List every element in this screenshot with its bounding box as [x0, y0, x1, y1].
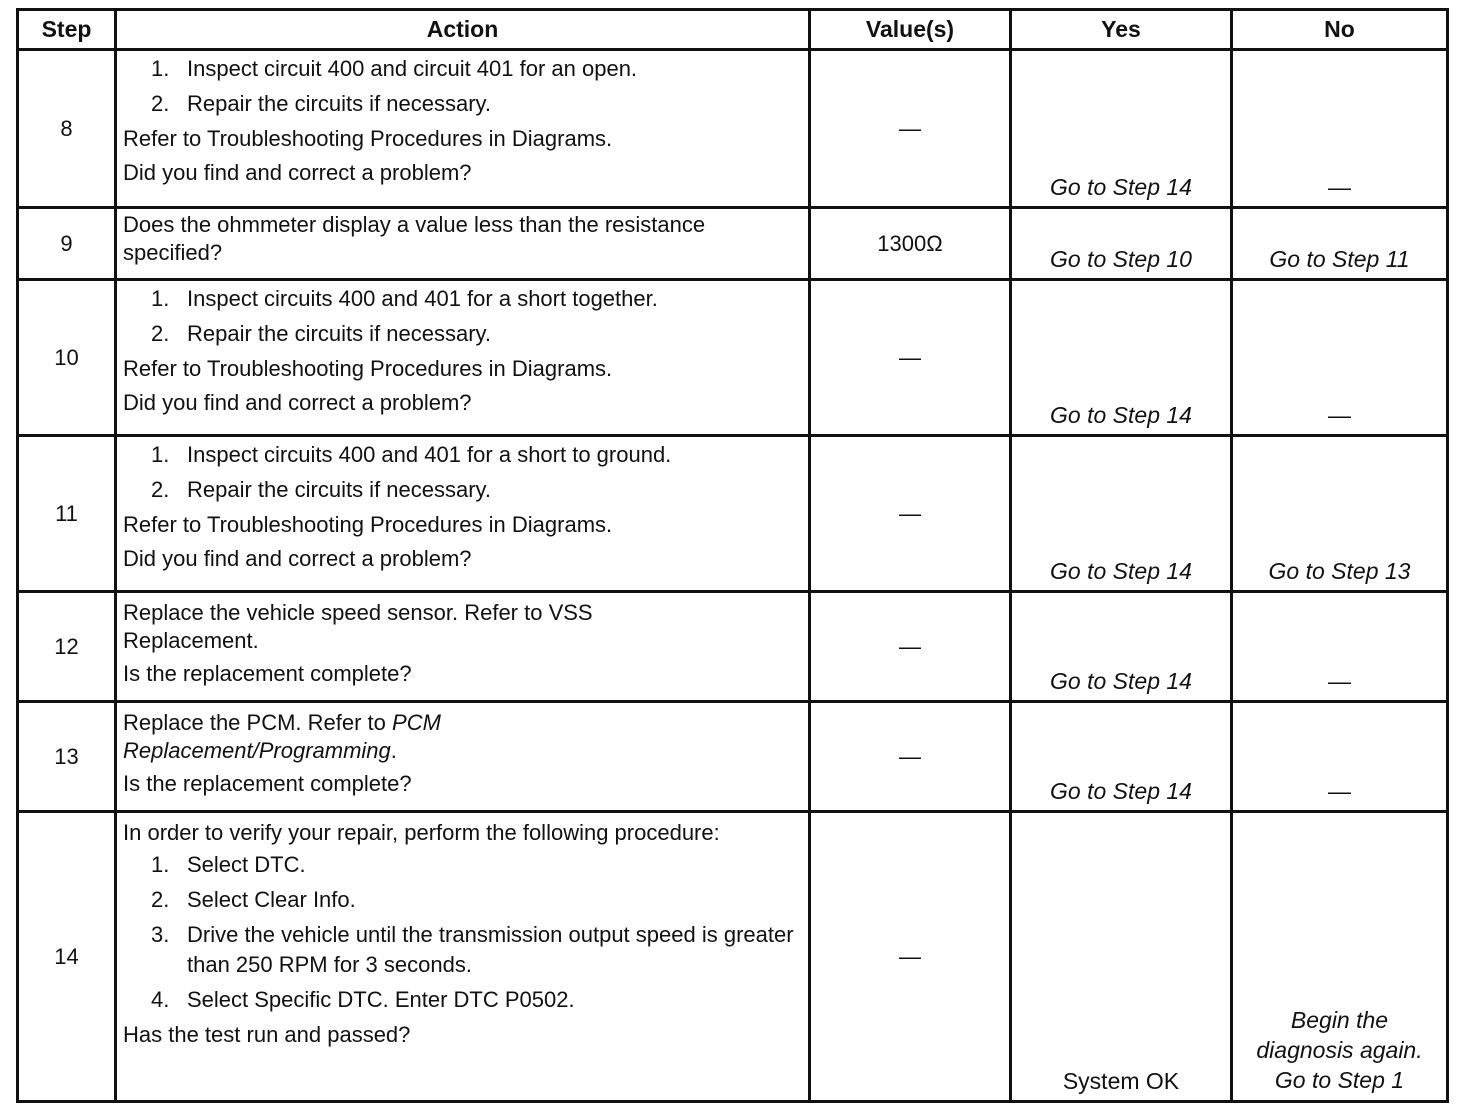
value-cell: —: [810, 812, 1011, 1102]
step-number: 10: [18, 280, 116, 436]
yes-cell: Go to Step 14: [1011, 702, 1232, 812]
value-cell: —: [810, 436, 1011, 592]
action-question: Is the replacement complete?: [123, 661, 412, 686]
action-text-line: Refer to Troubleshooting Procedures in Diagrams.: [123, 356, 613, 381]
table-row-step-10: [18, 280, 1448, 436]
action-question: Has the test run and passed?: [123, 1022, 411, 1047]
yes-cell: Go to Step 14: [1011, 280, 1232, 436]
no-cell: Begin the diagnosis again. Go to Step 1: [1232, 812, 1448, 1102]
step-number: 13: [18, 702, 116, 812]
yes-cell: Go to Step 14: [1011, 50, 1232, 208]
action-numbered-line: 2. Select Clear Info.: [151, 887, 356, 912]
header-yes: Yes: [1011, 10, 1232, 50]
no-cell: —: [1232, 280, 1448, 436]
value-cell: 1300Ω: [810, 208, 1011, 280]
action-numbered-line: 1. Inspect circuit 400 and circuit 401 for an open.: [151, 56, 638, 81]
value-cell: —: [810, 50, 1011, 208]
yes-cell: Go to Step 10: [1011, 208, 1232, 280]
pcm-reference-link: PCM Replacement/Programming: [123, 710, 441, 763]
action-question: Does the ohmmeter display a value less than the resistance specified?: [123, 212, 706, 265]
value-cell: —: [810, 702, 1011, 812]
no-cell: Go to Step 11: [1232, 208, 1448, 280]
action-text-line: Replace the vehicle speed sensor. Refer to VSS Replacement.: [123, 600, 593, 653]
table-row-step-13: [18, 702, 1448, 812]
action-numbered-line: 2. Repair the circuits if necessary.: [151, 91, 492, 116]
no-cell: Go to Step 13: [1232, 436, 1448, 592]
action-text-line: Refer to Troubleshooting Procedures in Diagrams.: [123, 126, 613, 151]
action-numbered-line: 1. Select DTC.: [151, 852, 306, 877]
table-row-step-11: [18, 436, 1448, 592]
yes-cell: System OK: [1011, 812, 1232, 1102]
value-cell: —: [810, 592, 1011, 702]
action-numbered-line: 2. Repair the circuits if necessary.: [151, 477, 492, 502]
action-cell: [116, 592, 810, 702]
no-cell: —: [1232, 702, 1448, 812]
action-numbered-line: 2. Repair the circuits if necessary.: [151, 321, 492, 346]
header-values: Value(s): [810, 10, 1011, 50]
step-number: 8: [18, 50, 116, 208]
yes-cell: Go to Step 14: [1011, 436, 1232, 592]
action-cell: [116, 702, 810, 812]
step-number: 14: [18, 812, 116, 1102]
action-numbered-line: 1. Inspect circuits 400 and 401 for a short together.: [151, 286, 658, 311]
action-cell: [116, 436, 810, 592]
no-cell: —: [1232, 50, 1448, 208]
action-cell: [116, 812, 810, 1102]
step-number: 12: [18, 592, 116, 702]
header-no: No: [1232, 10, 1448, 50]
action-cell: [116, 208, 810, 280]
diagnostic-table-sheet: [16, 8, 1446, 1103]
diagnostic-table: [16, 8, 1449, 1103]
action-question: Did you find and correct a problem?: [123, 390, 472, 415]
action-question: Did you find and correct a problem?: [123, 546, 472, 571]
table-row-step-14: [18, 812, 1448, 1102]
step-number: 9: [18, 208, 116, 280]
no-cell: —: [1232, 592, 1448, 702]
action-text-line: Refer to Troubleshooting Procedures in Diagrams.: [123, 512, 613, 537]
header-action: Action: [116, 10, 810, 50]
table-row-step-9: [18, 208, 1448, 280]
action-cell: [116, 280, 810, 436]
header-step: Step: [18, 10, 116, 50]
action-question: Is the replacement complete?: [123, 771, 412, 796]
value-cell: —: [810, 280, 1011, 436]
action-numbered-line: 1. Inspect circuits 400 and 401 for a short to ground.: [151, 442, 672, 467]
action-text-line: In order to verify your repair, perform the following procedure:: [123, 820, 720, 845]
action-numbered-line: 4. Select Specific DTC. Enter DTC P0502.: [151, 987, 575, 1012]
action-numbered-line: 3. Drive the vehicle until the transmission output speed is greater than 250 RPM for 3 seconds.: [151, 922, 794, 977]
action-cell: [116, 50, 810, 208]
yes-cell: Go to Step 14: [1011, 592, 1232, 702]
table-row-step-12: [18, 592, 1448, 702]
header-row: [18, 10, 1448, 50]
action-text-line: Replace the PCM. Refer to PCM Replacement/Programming.: [123, 710, 441, 763]
table-row-step-8: [18, 50, 1448, 208]
step-number: 11: [18, 436, 116, 592]
action-question: Did you find and correct a problem?: [123, 160, 472, 185]
